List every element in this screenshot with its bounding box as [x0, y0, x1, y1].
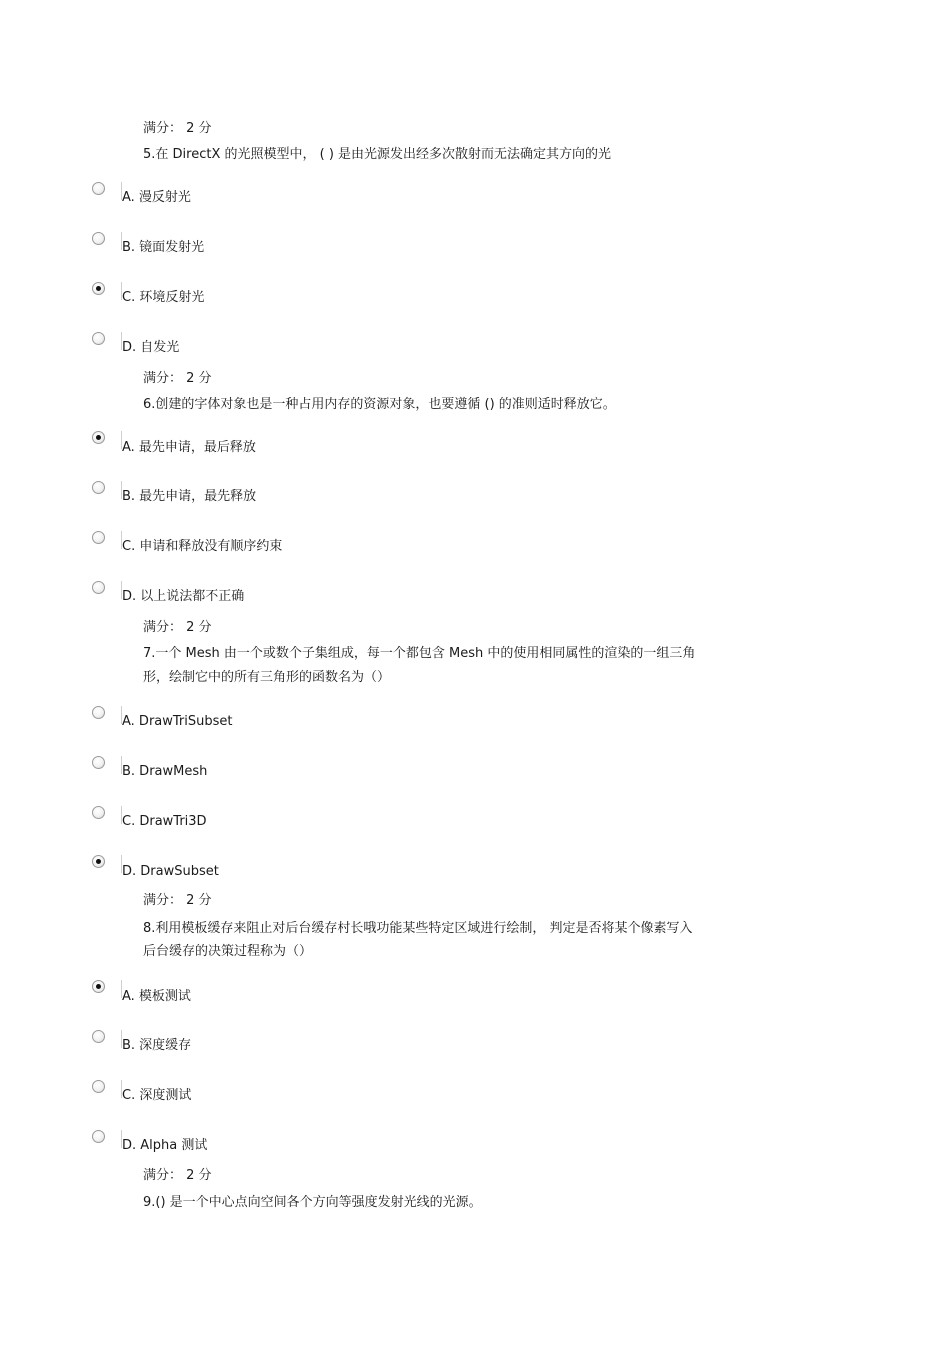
option-6d-label: D. 以上说法都不正确	[122, 589, 245, 604]
option-5d-radio[interactable]	[92, 332, 105, 345]
option-8b-radio[interactable]	[92, 1030, 105, 1043]
option-5a-radio[interactable]	[92, 182, 105, 195]
option-6b-radio[interactable]	[92, 481, 105, 494]
option-7d-label: D. DrawSubset	[122, 864, 219, 879]
option-8a-radio[interactable]	[92, 980, 105, 993]
option-8c-label: C. 深度测试	[122, 1088, 192, 1103]
option-7c-radio[interactable]	[92, 806, 105, 819]
question-9-text: 9.() 是一个中心点向空间各个方向等强度发射光线的光源。	[143, 1195, 482, 1210]
option-6a-radio[interactable]	[92, 431, 105, 444]
option-6c-radio[interactable]	[92, 531, 105, 544]
option-6b-label: B. 最先申请，最先释放	[122, 489, 257, 504]
option-8d-radio[interactable]	[92, 1130, 105, 1143]
option-7b-label: B. DrawMesh	[122, 764, 208, 779]
score-text: 满分： 2 分	[143, 893, 212, 908]
option-8a-label: A. 模板测试	[122, 989, 191, 1004]
option-5b-radio[interactable]	[92, 232, 105, 245]
score-text: 满分： 2 分	[143, 371, 212, 386]
score-text: 满分： 2 分	[143, 1168, 212, 1183]
option-6c-label: C. 申请和释放没有顺序约束	[122, 539, 283, 554]
question-8-text-line1: 8.利用模板缓存来阻止对后台缓存村长哦功能某些特定区域进行绘制， 判定是否将某个像素写入	[143, 921, 693, 936]
score-text: 满分： 2 分	[143, 620, 212, 635]
question-6-text: 6.创建的字体对象也是一种占用内存的资源对象，也要遵循 () 的准则适时释放它。	[143, 397, 616, 412]
option-8c-radio[interactable]	[92, 1080, 105, 1093]
option-6d-radio[interactable]	[92, 581, 105, 594]
option-7d-radio[interactable]	[92, 855, 105, 868]
option-7a-radio[interactable]	[92, 706, 105, 719]
option-8b-label: B. 深度缓存	[122, 1038, 192, 1053]
score-text: 满分： 2 分	[143, 121, 212, 136]
option-7c-label: C. DrawTri3D	[122, 814, 207, 829]
option-5c-radio[interactable]	[92, 282, 105, 295]
option-7b-radio[interactable]	[92, 756, 105, 769]
option-5b-label: B. 镜面发射光	[122, 240, 205, 255]
option-8d-label: D. Alpha 测试	[122, 1138, 208, 1153]
option-5d-label: D. 自发光	[122, 340, 180, 355]
question-8-text-line2: 后台缓存的决策过程称为（）	[143, 944, 313, 959]
question-5-text: 5.在 DirectX 的光照模型中， ( ) 是由光源发出经多次散射而无法确定其方向的光	[143, 147, 612, 162]
option-5a-label: A. 漫反射光	[122, 190, 191, 205]
question-7-text-line2: 形，绘制它中的所有三角形的函数名为（）	[143, 670, 391, 685]
option-7a-label: A. DrawTriSubset	[122, 714, 233, 729]
question-7-text-line1: 7.一个 Mesh 由一个或数个子集组成，每一个都包含 Mesh 中的使用相同属性的渲染的一组三角	[143, 646, 696, 661]
option-5c-label: C. 环境反射光	[122, 290, 205, 305]
option-6a-label: A. 最先申请，最后释放	[122, 440, 256, 455]
